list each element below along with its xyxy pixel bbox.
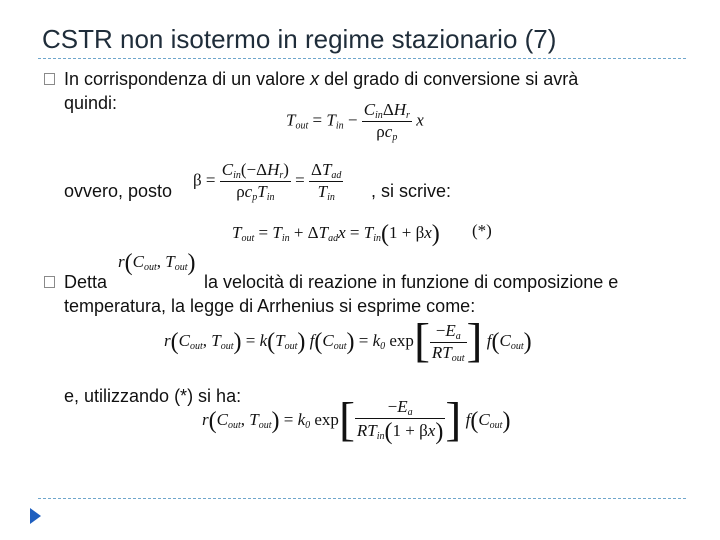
- equation-star: $T_{out} = T_{in} + \Delta T_{ad}x = T_{in}(1 + \beta x)$: [232, 221, 440, 247]
- temperature-line: temperatura, la legge di Arrhenius si esprime come:: [64, 296, 476, 316]
- bullet-icon: [44, 276, 55, 288]
- bullet-icon: [44, 73, 55, 85]
- equation-arrhenius: $r(C_{out}$, $T_{out}) = k(T_{out})$ $f(C_{out}) = k_0$ exp[ $\frac{-E_a}{RT_{out}}$ ] $f(C_{out})$: [164, 314, 532, 367]
- detta-rest: la velocità di reazione in funzione di composizione e: [204, 272, 619, 292]
- detta-label: Detta: [64, 272, 108, 292]
- equation-beta: β = $\frac{C_{in}(-\Delta H_r)}{\rho c_pT_{in}}$ = $\frac{\Delta T_{ad}}{T_{in}}$: [193, 160, 342, 203]
- posto-prefix: ovvero, posto: [64, 181, 173, 201]
- equation-tout: $T_{out} = T_{in}$ − $\frac{C_{in}\Delta H_r}{\rho c_p}$ x: [286, 100, 424, 143]
- utilizzando-line: e, utilizzando (*) si ha:: [64, 386, 242, 406]
- equation-label-star: (*): [472, 221, 492, 240]
- title-divider: [38, 58, 686, 59]
- rate-symbol: $r(C_{out}$, $T_{out}$): [118, 250, 196, 276]
- variable-x: x: [310, 69, 320, 89]
- equation-final: $r(C_{out}$, $T_{out}) = k_0$ exp[ $\frac{-E_a}{RT_{in}(1 + \beta x)}$ ] $f(C_{out})$: [202, 393, 511, 446]
- footer-divider: [38, 498, 686, 499]
- next-arrow-icon[interactable]: [30, 508, 41, 524]
- paragraph-line-1: [64, 67, 578, 91]
- paragraph-line-2: quindi:: [64, 93, 118, 113]
- slide-title: CSTR non isotermo in regime stazionario (7): [42, 24, 557, 54]
- text-segment: del grado di conversione si avrà: [319, 69, 579, 89]
- text-segment: In corrispondenza di un valore: [64, 69, 311, 89]
- posto-suffix: , si scrive:: [371, 181, 452, 201]
